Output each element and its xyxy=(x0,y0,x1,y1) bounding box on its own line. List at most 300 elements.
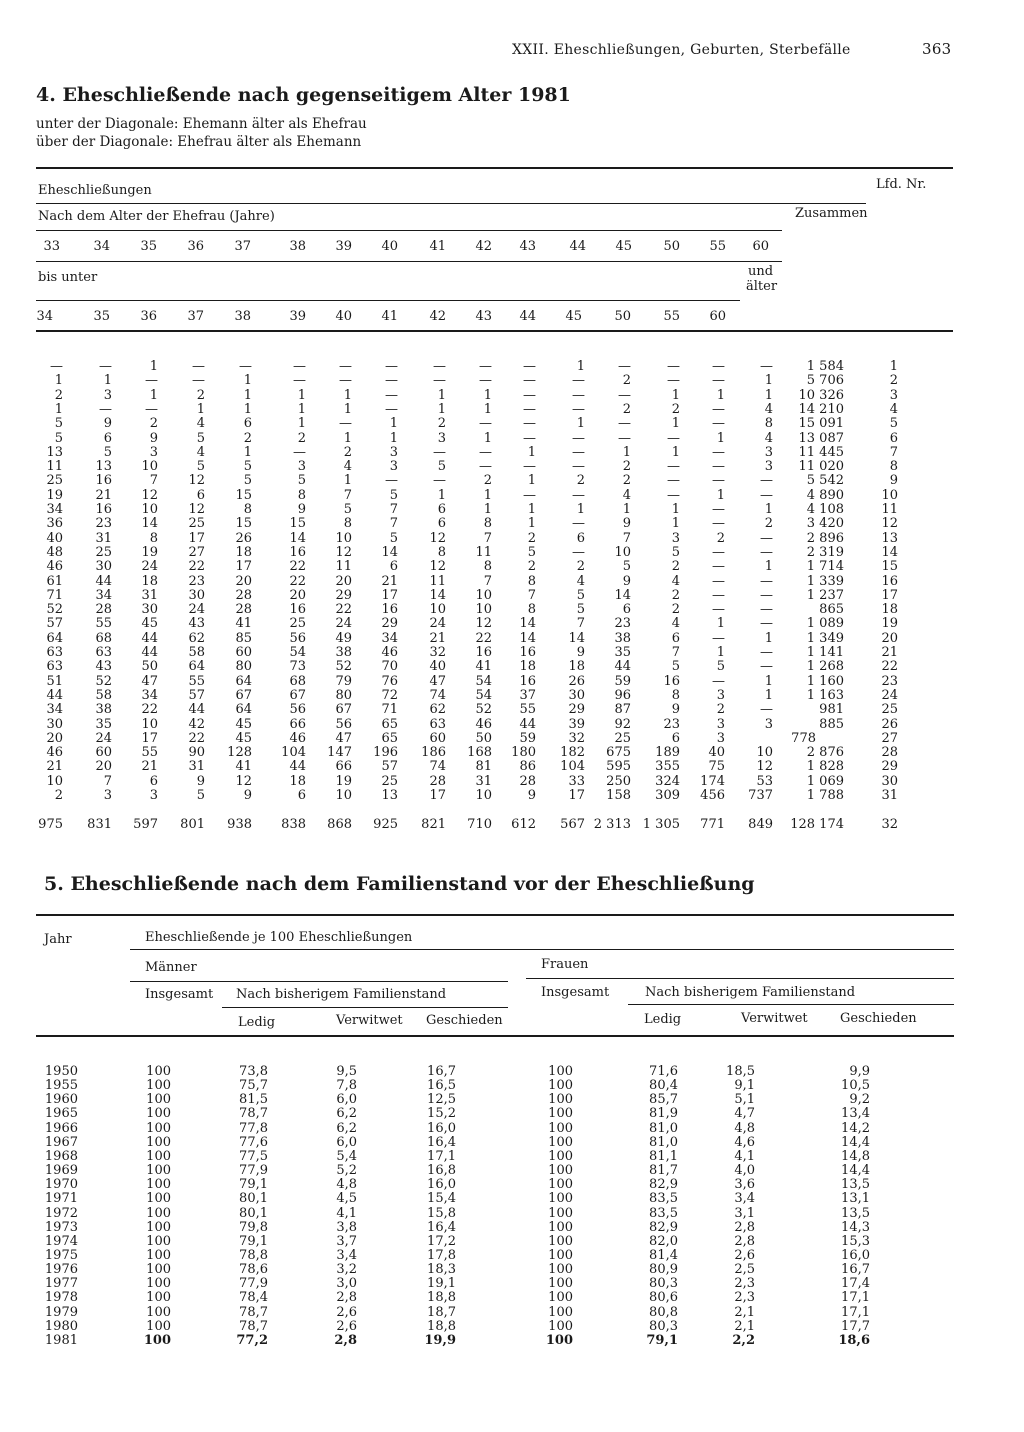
table5-cell: 100 xyxy=(548,1120,573,1136)
table4-cell: 2 xyxy=(576,559,585,575)
table4-cell: 80 xyxy=(335,687,352,703)
table4-cell: — xyxy=(667,459,680,475)
table5-cell: 16,4 xyxy=(427,1219,456,1235)
table4-cell: 11 xyxy=(429,573,446,589)
und-label: und xyxy=(748,264,774,279)
table4-cell: 40 xyxy=(46,530,63,546)
header-women-widowed: Verwitwet xyxy=(741,1011,808,1026)
table4-cell: 3 xyxy=(671,530,680,546)
table5-cell: 9,5 xyxy=(336,1064,357,1079)
table5-cell: 2,8 xyxy=(734,1233,755,1249)
table4-cell: 7 xyxy=(389,516,398,532)
table4-cell: 5 xyxy=(389,487,398,503)
table4-cell: 16 xyxy=(663,673,680,689)
table4-cell: — xyxy=(572,459,585,475)
year-cell: 1973 xyxy=(44,1219,78,1235)
table5-cell: 100 xyxy=(548,1205,573,1221)
table5-cell: 16,5 xyxy=(427,1078,456,1094)
table4-cell: 41 xyxy=(475,659,492,675)
table4-cell: 18 xyxy=(289,773,306,789)
table4-cell: 6 xyxy=(437,502,446,517)
table5-cell: 12,5 xyxy=(427,1092,456,1108)
table4-cell: 17 xyxy=(235,559,252,575)
table4-cell: 1 xyxy=(343,401,352,417)
table4-cell: 32 xyxy=(568,730,585,746)
table4-cell: — xyxy=(712,573,725,589)
table4-cell: — xyxy=(712,416,725,432)
table4-cell: 21 xyxy=(141,759,158,775)
table4-cell: 1 xyxy=(576,416,585,432)
table4-cell: 67 xyxy=(289,687,306,703)
table5-cell: 100 xyxy=(146,1078,171,1094)
table5-cell: 6,0 xyxy=(336,1134,357,1150)
table4-cell: 41 xyxy=(235,759,252,775)
table4-total-cell: 868 xyxy=(327,817,352,832)
table4-cell: 42 xyxy=(188,716,205,732)
rule-under-women-prior xyxy=(628,1004,954,1005)
table4-cell: 128 xyxy=(227,745,252,761)
table4-cell: — xyxy=(99,359,112,374)
table4-cell: 1 xyxy=(243,401,252,417)
table4-cell: — xyxy=(572,444,585,460)
table4-cell: — xyxy=(712,459,725,475)
table4-cell: — xyxy=(523,359,536,374)
table4-cell: 7 xyxy=(103,773,112,789)
table4-cell: 8 xyxy=(243,502,252,517)
table4-cell: 1 xyxy=(437,387,446,403)
table4-total-cell: 567 xyxy=(560,817,585,832)
table4-cell: 10 xyxy=(46,773,63,789)
table4-cell: 5 xyxy=(389,530,398,546)
table4-cell: 737 xyxy=(748,788,773,803)
bis-unter-label: bis unter xyxy=(38,270,98,285)
table5-cell: 4,1 xyxy=(336,1205,357,1221)
table4-cell: 22 xyxy=(475,630,492,646)
table4-cell: 31 xyxy=(95,530,112,546)
table4-cell: 7 xyxy=(527,587,536,603)
table4-cell: 55 xyxy=(519,702,536,718)
table4-cell: 18 xyxy=(881,602,898,618)
table4-cell: 7 xyxy=(483,530,492,546)
table4-cell: — xyxy=(385,359,398,374)
table5-cell: 14,3 xyxy=(841,1219,870,1235)
table5-cell: 7,8 xyxy=(336,1078,357,1094)
table4-cell: — xyxy=(385,401,398,417)
table4-cell: 6 xyxy=(297,788,306,803)
table4-cell: 47 xyxy=(335,730,352,746)
age-from-cell: 36 xyxy=(187,239,204,254)
table5-cell: 3,4 xyxy=(336,1247,357,1263)
age-to-cell: 55 xyxy=(663,309,680,324)
table4-cell: 2 xyxy=(671,587,680,603)
table4-cell: 1 xyxy=(343,473,352,489)
table5-cell: 82,0 xyxy=(649,1233,678,1249)
table5-cell: 100 xyxy=(548,1078,573,1094)
table4-cell: 19 xyxy=(46,487,63,503)
table4-cell: 5 542 xyxy=(806,473,844,489)
table4-cell: 44 xyxy=(46,687,63,703)
table4-cell: 59 xyxy=(614,673,631,689)
table4-cell: 26 xyxy=(235,530,252,546)
header-marriages: Eheschließungen xyxy=(38,183,152,198)
table5-cell: 100 xyxy=(548,1276,573,1292)
table4-cell: 11 xyxy=(475,544,492,560)
table5-cell: 71,6 xyxy=(649,1064,678,1079)
age-from-cell: 44 xyxy=(569,239,586,254)
table5-cell: 80,3 xyxy=(649,1276,678,1292)
table4-cell: 6 xyxy=(196,487,205,503)
table5-cell: 4,5 xyxy=(336,1191,357,1207)
table4-cell: 68 xyxy=(289,673,306,689)
table5-cell: 80,1 xyxy=(239,1191,268,1207)
age-from-cell: 55 xyxy=(709,239,726,254)
table4-cell: 5 xyxy=(343,502,352,517)
table4-cell: 2 xyxy=(196,387,205,403)
year-cell: 1977 xyxy=(44,1276,78,1292)
table4-cell: — xyxy=(712,516,725,532)
table4-cell: 5 xyxy=(716,659,725,675)
table5-cell: 15,3 xyxy=(841,1233,870,1249)
table5-cell: 14,4 xyxy=(841,1163,870,1179)
rule-under-marriages xyxy=(36,203,866,204)
table4-total-cell: 849 xyxy=(748,817,773,832)
table5-cell: 6,2 xyxy=(336,1120,357,1136)
table4-cell: — xyxy=(479,459,492,475)
page-number: 363 xyxy=(922,40,952,58)
table5-cell: 2,8 xyxy=(336,1290,357,1306)
table4-total-cell: 128 174 xyxy=(790,817,844,832)
table4-cell: 18 xyxy=(141,573,158,589)
table4-cell: 8 xyxy=(889,459,898,475)
table4-cell: 1 xyxy=(527,516,536,532)
table5-cell: 78,7 xyxy=(239,1304,268,1320)
table4-cell: 5 xyxy=(54,430,63,446)
table4-cell: 2 xyxy=(54,788,63,803)
table4-cell: 46 xyxy=(46,559,63,575)
table4-cell: 14 xyxy=(141,516,158,532)
table4-cell: 26 xyxy=(881,716,898,732)
table5-cell: 100 xyxy=(146,1148,171,1164)
table5-cell: 83,5 xyxy=(649,1191,678,1207)
header-men: Männer xyxy=(145,960,197,975)
table4-cell: — xyxy=(667,430,680,446)
age-from-cell: 37 xyxy=(234,239,251,254)
table4-cell: 6 xyxy=(576,530,585,546)
table4-cell: 67 xyxy=(235,687,252,703)
table5-cell: 3,7 xyxy=(336,1233,357,1249)
table4-cell: 3 xyxy=(764,716,773,732)
table4-cell: 96 xyxy=(614,687,631,703)
table4-cell: 3 420 xyxy=(806,516,844,532)
table4-cell: 21 xyxy=(381,573,398,589)
table5-cell: 17,1 xyxy=(841,1290,870,1306)
table5-cell: 100 xyxy=(146,1290,171,1306)
table4-cell: 12 xyxy=(881,516,898,532)
table4-cell: 9 xyxy=(622,516,631,532)
age-to-cell: 45 xyxy=(565,309,582,324)
table4-cell: 6 xyxy=(671,630,680,646)
table5-cell: 3,4 xyxy=(734,1191,755,1207)
table4-cell: 3 xyxy=(716,730,725,746)
table4-cell: 22 xyxy=(289,573,306,589)
table4-cell: 1 xyxy=(622,444,631,460)
table5-cell: 100 xyxy=(146,1247,171,1263)
table5-cell: 9,1 xyxy=(734,1078,755,1094)
table4-cell: 14 xyxy=(289,530,306,546)
year-cell: 1972 xyxy=(44,1205,78,1221)
rule-under-age-wife xyxy=(36,230,782,231)
table4-cell: 64 xyxy=(46,630,63,646)
table4-cell: 1 xyxy=(671,444,680,460)
table4-cell: 14 xyxy=(429,587,446,603)
table4-cell: 5 xyxy=(671,659,680,675)
table4-cell: 5 xyxy=(243,473,252,489)
table4-cell: 30 xyxy=(46,716,63,732)
table4-cell: 4 xyxy=(576,573,585,589)
table4-cell: 3 xyxy=(716,687,725,703)
header-per-100: Eheschließende je 100 Eheschließungen xyxy=(145,930,413,945)
table4-cell: 29 xyxy=(335,587,352,603)
table4-cell: 1 xyxy=(764,373,773,389)
table5-cell: 18,3 xyxy=(427,1262,456,1278)
table4-cell: 15 xyxy=(235,487,252,503)
table4-cell: 20 xyxy=(46,730,63,746)
table4-cell: 8 xyxy=(343,516,352,532)
table4-cell: 2 xyxy=(622,473,631,489)
table4-cell: 58 xyxy=(95,687,112,703)
table5-cell: 100 xyxy=(146,1205,171,1221)
table4-cell: — xyxy=(572,516,585,532)
table5-cell: 14,4 xyxy=(841,1134,870,1150)
table4-cell: 86 xyxy=(519,759,536,775)
table4-cell: 1 xyxy=(149,387,158,403)
table4-cell: 22 xyxy=(881,659,898,675)
table4-cell: 45 xyxy=(235,730,252,746)
table4-cell: 182 xyxy=(560,745,585,761)
table4-cell: 24 xyxy=(429,616,446,632)
table4-cell: 456 xyxy=(700,788,725,803)
table5-cell: 2,8 xyxy=(334,1332,357,1348)
table4-cell: 63 xyxy=(95,645,112,660)
table5-cell: 9,2 xyxy=(849,1092,870,1108)
table4-cell: 9 xyxy=(576,645,585,660)
table4-cell: 1 xyxy=(889,359,898,374)
table4-cell: 8 xyxy=(437,544,446,560)
table4-cell: 17 xyxy=(881,587,898,603)
table4-cell: 9 xyxy=(243,788,252,803)
table4-cell: — xyxy=(667,373,680,389)
table4-cell: 75 xyxy=(708,759,725,775)
table4-cell: 14 xyxy=(519,630,536,646)
table5-cell: 77,9 xyxy=(239,1163,268,1179)
table4-cell: 2 876 xyxy=(806,745,844,761)
table4-total-cell: 597 xyxy=(133,817,158,832)
table4-cell: — xyxy=(760,587,773,603)
table5-cell: 3,2 xyxy=(336,1262,357,1278)
table4-cell: 28 xyxy=(235,587,252,603)
age-to-cell: 43 xyxy=(475,309,492,324)
table4-cell: 1 xyxy=(671,502,680,517)
table4-total-cell: 975 xyxy=(38,817,63,832)
table4-cell: 10 xyxy=(141,716,158,732)
header-women-single: Ledig xyxy=(644,1012,682,1027)
table4-cell: 63 xyxy=(46,659,63,675)
table4-cell: 2 xyxy=(343,444,352,460)
table4-cell: 44 xyxy=(188,702,205,718)
table4-cell: 250 xyxy=(606,773,631,789)
table4-cell: 10 xyxy=(335,530,352,546)
table4-cell: — xyxy=(760,616,773,632)
table4-cell: 12 xyxy=(429,530,446,546)
table4-cell: 72 xyxy=(381,687,398,703)
rule-under-women xyxy=(526,978,954,979)
year-cell: 1950 xyxy=(44,1064,78,1079)
table4-cell: 1 xyxy=(243,387,252,403)
table4-cell: 25 xyxy=(188,516,205,532)
age-to-cell: 36 xyxy=(140,309,157,324)
table4-cell: 34 xyxy=(46,502,63,517)
table4-cell: — xyxy=(433,359,446,374)
table4-cell: — xyxy=(239,359,252,374)
table4-cell: 41 xyxy=(235,616,252,632)
table4-total-cell: 938 xyxy=(227,817,252,832)
table4-cell: 19 xyxy=(881,616,898,632)
table4-cell: — xyxy=(667,487,680,503)
table5-cell: 100 xyxy=(146,1304,171,1320)
table4-cell: 1 xyxy=(297,416,306,432)
table4-cell: 9 xyxy=(622,573,631,589)
table5-cell: 100 xyxy=(146,1219,171,1235)
table4-cell: — xyxy=(385,387,398,403)
table4-cell: 2 xyxy=(716,702,725,718)
table4-cell: — xyxy=(618,359,631,374)
table4-cell: 27 xyxy=(881,730,898,746)
table4-cell: 22 xyxy=(188,559,205,575)
table4-cell: — xyxy=(523,459,536,475)
table4-cell: 7 xyxy=(389,502,398,517)
table4-cell: — xyxy=(572,430,585,446)
table4-cell: — xyxy=(618,387,631,403)
table4-cell: 17 xyxy=(188,530,205,546)
table5-cell: 80,6 xyxy=(649,1290,678,1306)
table4-cell: 1 xyxy=(527,473,536,489)
table4-cell: 5 xyxy=(54,416,63,432)
table4-cell: 15 xyxy=(289,516,306,532)
table5-cell: 100 xyxy=(146,1064,171,1079)
table4-cell: 17 xyxy=(381,587,398,603)
table4-cell: 63 xyxy=(429,716,446,732)
table4-cell: 56 xyxy=(289,630,306,646)
table4-total-cell: 710 xyxy=(467,817,492,832)
table4-cell: 30 xyxy=(881,773,898,789)
table4-cell: 32 xyxy=(429,645,446,660)
table4-cell: — xyxy=(760,645,773,660)
table4-cell: 20 xyxy=(95,759,112,775)
table4-cell: 196 xyxy=(373,745,398,761)
table4-cell: 9 xyxy=(297,502,306,517)
year-cell: 1968 xyxy=(44,1148,78,1164)
table4-cell: 2 xyxy=(483,473,492,489)
table5-cell: 13,1 xyxy=(841,1191,870,1207)
table5-cell: 100 xyxy=(146,1177,171,1193)
table4-cell: 38 xyxy=(614,630,631,646)
table5-cell: 100 xyxy=(548,1247,573,1263)
table5-cell: 100 xyxy=(548,1219,573,1235)
table5-cell: 77,9 xyxy=(239,1276,268,1292)
table5-cell: 100 xyxy=(146,1276,171,1292)
table4-cell: 1 788 xyxy=(806,788,844,803)
table4-cell: 1 xyxy=(764,502,773,517)
table5-cell: 80,8 xyxy=(649,1304,678,1320)
header-year: Jahr xyxy=(44,932,72,947)
table4-cell: 3 xyxy=(297,459,306,475)
table5-cell: 100 xyxy=(548,1148,573,1164)
table4-cell: 9 xyxy=(149,430,158,446)
table4-cell: 76 xyxy=(381,673,398,689)
table4-cell: 2 xyxy=(297,430,306,446)
table4-cell: 65 xyxy=(381,730,398,746)
table4-cell: 34 xyxy=(141,687,158,703)
table4-cell: — xyxy=(339,416,352,432)
table4-cell: 22 xyxy=(289,559,306,575)
table4-cell: 11 xyxy=(335,559,352,575)
table5-cell: 18,5 xyxy=(726,1064,755,1079)
table4-cell: 63 xyxy=(46,645,63,660)
table4-cell: 4 xyxy=(764,430,773,446)
table4-cell: 5 xyxy=(889,416,898,432)
table4-cell: 44 xyxy=(289,759,306,775)
table4-cell: 64 xyxy=(235,673,252,689)
table5-cell: 100 xyxy=(548,1262,573,1278)
table5-cell: 16,7 xyxy=(427,1064,456,1079)
table5-cell: 79,1 xyxy=(646,1332,678,1348)
table4-cell: 1 xyxy=(54,373,63,389)
table4-cell: 23 xyxy=(663,716,680,732)
table4-cell: 778 xyxy=(791,730,816,746)
table4-cell: 2 xyxy=(671,602,680,618)
table4-cell: 35 xyxy=(95,716,112,732)
table4-cell: 309 xyxy=(655,788,680,803)
year-cell: 1971 xyxy=(44,1191,78,1207)
table4-cell: 7 xyxy=(889,444,898,460)
table4-cell: 7 xyxy=(622,530,631,546)
table5-cell: 2,8 xyxy=(734,1219,755,1235)
table4-cell: 64 xyxy=(235,702,252,718)
table4-cell: 5 xyxy=(576,602,585,618)
table5-cell: 18,7 xyxy=(427,1304,456,1320)
table4-cell: — xyxy=(523,373,536,389)
table5-cell: 16,0 xyxy=(841,1247,870,1263)
table4-cell: 55 xyxy=(95,616,112,632)
table4-cell: 168 xyxy=(467,745,492,761)
table4-cell: 7 xyxy=(576,616,585,632)
table4-cell: 58 xyxy=(188,645,205,660)
table4-cell: 34 xyxy=(381,630,398,646)
table4-cell: 25 xyxy=(95,544,112,560)
table4-cell: 20 xyxy=(335,573,352,589)
table4-cell: — xyxy=(572,387,585,403)
table4-cell: 57 xyxy=(381,759,398,775)
table5-cell: 15,2 xyxy=(427,1106,456,1122)
table4-cell: 4 xyxy=(889,401,898,417)
table4-cell: 24 xyxy=(188,602,205,618)
table4-cell: 3 xyxy=(389,444,398,460)
table4-cell: 52 xyxy=(46,602,63,618)
age-to-cell: 35 xyxy=(93,309,110,324)
table4-cell: 595 xyxy=(606,759,631,775)
table4-cell: — xyxy=(712,502,725,517)
table4-cell: 54 xyxy=(289,645,306,660)
